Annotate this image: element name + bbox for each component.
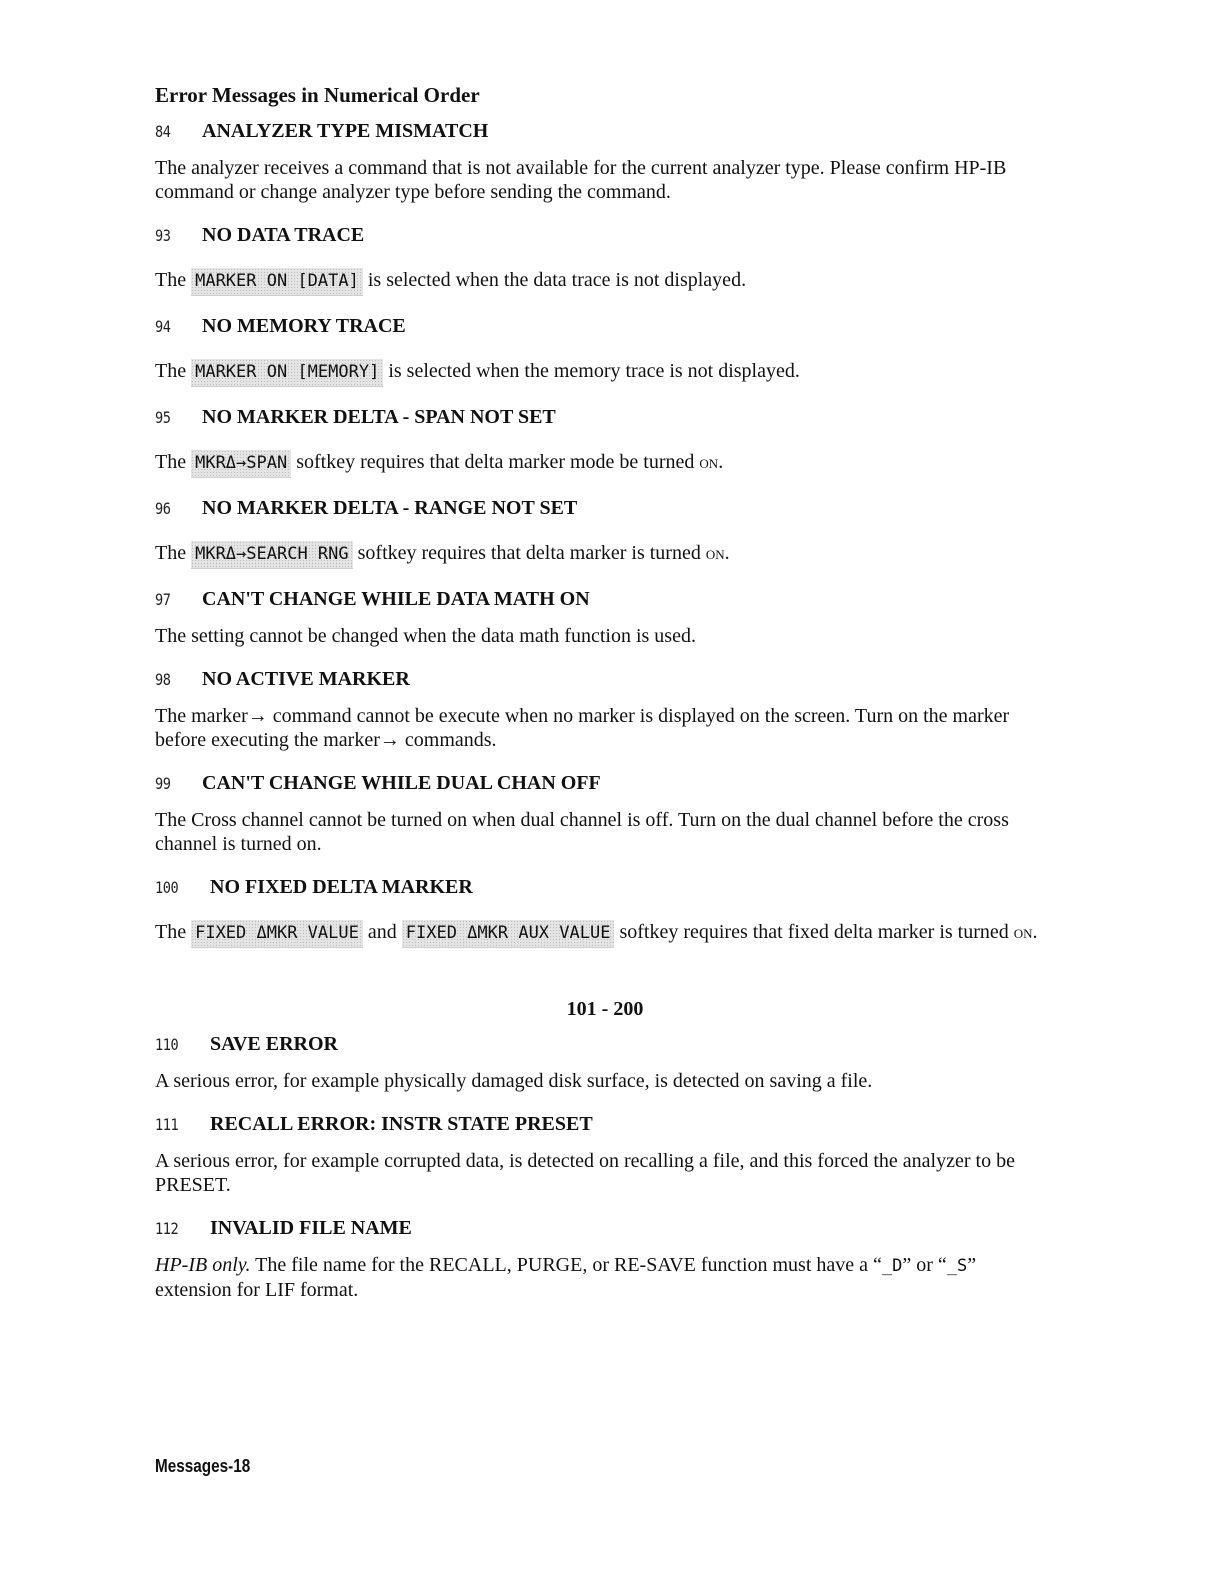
state-on: on xyxy=(705,543,725,564)
text-fragment: is selected when the memory trace is not displayed. xyxy=(388,360,800,382)
error-code: 95 xyxy=(155,408,171,427)
softkey-label: MKRΔ→SEARCH RNG xyxy=(191,541,353,569)
error-entry-100 xyxy=(155,872,1055,945)
error-code: 110 xyxy=(155,1035,179,1054)
error-title: RECALL ERROR: INSTR STATE PRESET xyxy=(210,1113,593,1135)
text-fragment: ” or “ xyxy=(902,1254,947,1276)
error-description: A serious error, for example physically damaged disk surface, is detected on saving a file. xyxy=(155,1070,873,1092)
error-code: 97 xyxy=(155,590,171,609)
state-on: on xyxy=(699,452,719,473)
extension-code: _S xyxy=(946,1256,968,1276)
entry-heading xyxy=(155,220,1055,250)
entry-heading xyxy=(155,1029,1055,1059)
extension-code: _D xyxy=(881,1256,903,1276)
error-title: NO MARKER DELTA - SPAN NOT SET xyxy=(202,406,556,428)
entry-heading xyxy=(155,872,1055,902)
error-entry-93 xyxy=(155,220,1055,293)
error-code: 99 xyxy=(155,774,171,793)
error-title: INVALID FILE NAME xyxy=(210,1217,412,1239)
page-footer: Messages-18 xyxy=(155,1456,251,1476)
error-code: 93 xyxy=(155,226,171,245)
error-description xyxy=(155,359,1055,384)
error-title: NO DATA TRACE xyxy=(202,224,365,246)
entry-heading xyxy=(155,493,1055,523)
text-fragment: The file name for the RECALL, PURGE, or RE-SAVE function must have a “ xyxy=(255,1254,882,1276)
text-fragment: softkey requires that delta marker is turned xyxy=(357,542,701,564)
error-entry-84 xyxy=(155,116,1055,204)
entry-heading xyxy=(155,311,1055,341)
softkey-label: FIXED ΔMKR AUX VALUE xyxy=(402,920,615,948)
entry-heading xyxy=(155,116,1055,146)
error-title: NO MARKER DELTA - RANGE NOT SET xyxy=(202,497,578,519)
text-fragment: . xyxy=(1032,921,1038,943)
text-fragment: . xyxy=(718,451,724,473)
error-entry-96 xyxy=(155,493,1055,566)
error-title: CAN'T CHANGE WHILE DUAL CHAN OFF xyxy=(202,772,601,794)
text-fragment: The xyxy=(155,921,187,943)
error-code: 94 xyxy=(155,317,171,336)
text-fragment: The xyxy=(155,360,187,382)
error-entry-110 xyxy=(155,1029,1055,1093)
error-title: NO ACTIVE MARKER xyxy=(202,668,410,690)
error-title: ANALYZER TYPE MISMATCH xyxy=(202,120,489,142)
error-code: 98 xyxy=(155,670,171,689)
error-code: 100 xyxy=(155,878,179,897)
text-fragment: The xyxy=(155,542,187,564)
error-title: NO MEMORY TRACE xyxy=(202,315,406,337)
softkey-label: FIXED ΔMKR VALUE xyxy=(191,920,363,948)
error-entry-99 xyxy=(155,768,1055,856)
error-description: The Cross channel cannot be turned on when dual channel is off. Turn on the dual channel before the cross channel is turned on. xyxy=(155,809,1009,855)
document-page xyxy=(155,80,1055,1318)
error-description: The marker→ command cannot be execute when no marker is displayed on the screen. Turn on the marker before executing the marker→ commands. xyxy=(155,705,1010,751)
error-description xyxy=(155,920,1055,945)
error-code: 112 xyxy=(155,1219,179,1238)
text-fragment: softkey requires that delta marker mode be turned xyxy=(296,451,695,473)
text-fragment: and xyxy=(367,921,397,943)
text-fragment: . xyxy=(724,542,730,564)
error-title: NO FIXED DELTA MARKER xyxy=(210,876,473,898)
error-description: A serious error, for example corrupted data, is detected on recalling a file, and this forced the analyzer to be PRESET. xyxy=(155,1150,1015,1196)
text-fragment: is selected when the data trace is not displayed. xyxy=(367,269,747,291)
error-description: The analyzer receives a command that is not available for the current analyzer type. Please confirm HP-IB command or change analyzer type before sending the command. xyxy=(155,157,1007,203)
softkey-label: MKRΔ→SPAN xyxy=(191,450,291,478)
state-on: on xyxy=(1013,922,1033,943)
entry-heading xyxy=(155,584,1055,614)
entry-heading xyxy=(155,664,1055,694)
error-entry-94 xyxy=(155,311,1055,384)
error-code: 96 xyxy=(155,499,171,518)
error-title: SAVE ERROR xyxy=(210,1033,338,1055)
error-code: 111 xyxy=(155,1115,179,1134)
entry-heading xyxy=(155,402,1055,432)
error-entry-95 xyxy=(155,402,1055,475)
error-entry-97 xyxy=(155,584,1055,648)
error-description xyxy=(155,450,1055,475)
text-fragment: The xyxy=(155,269,187,291)
text-fragment: softkey requires that fixed delta marker is turned xyxy=(619,921,1009,943)
entry-heading xyxy=(155,1213,1055,1243)
running-head: Error Messages in Numerical Order xyxy=(155,83,480,107)
error-description xyxy=(155,1253,1055,1302)
softkey-label: MARKER ON [MEMORY] xyxy=(191,359,383,387)
error-code: 84 xyxy=(155,122,171,141)
entry-heading xyxy=(155,768,1055,798)
text-fragment: ” extension for LIF format. xyxy=(155,1254,977,1301)
error-description xyxy=(155,541,1055,566)
error-description xyxy=(155,268,1055,293)
error-description: The setting cannot be changed when the data math function is used. xyxy=(155,625,696,647)
text-fragment: The xyxy=(155,451,187,473)
softkey-label: MARKER ON [DATA] xyxy=(191,268,363,296)
entry-heading xyxy=(155,1109,1055,1139)
error-entry-98 xyxy=(155,664,1055,752)
error-entry-111 xyxy=(155,1109,1055,1197)
error-entry-112 xyxy=(155,1213,1055,1302)
hpib-only-note: HP-IB only. xyxy=(155,1254,251,1276)
section-heading: 101 - 200 xyxy=(566,998,644,1020)
error-title: CAN'T CHANGE WHILE DATA MATH ON xyxy=(202,588,590,610)
